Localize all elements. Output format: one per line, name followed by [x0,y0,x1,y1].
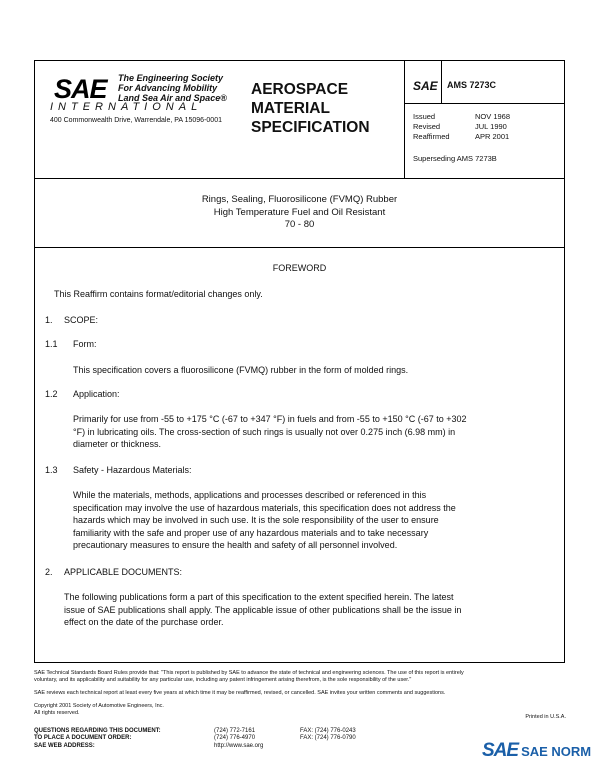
section-heading: Safety - Hazardous Materials: [73,465,192,475]
section-heading: SCOPE: [64,315,99,325]
contact-phone: (724) 772-7161 [214,728,256,734]
date-value: APR 2001 [475,132,510,141]
text-line: precautionary measures to ensure the health and safety of all personnel involved. [73,540,398,550]
contact-fax: FAX: (724) 776-0790 [300,735,356,742]
technical-board-notice [34,670,464,684]
section-text: This specification covers a fluorosilicone (FVMQ) rubber in the form of molded rings. [73,365,409,375]
foreword-text: This Reaffirm contains format/editorial changes only. [54,289,263,299]
contact-row [34,728,356,735]
section-heading: Form: [73,339,97,349]
text-line: °F) in lubricating oils. The cross-section of such rings is usually not over 0.275 inch (6.98 mm) in [73,426,456,437]
superseding-note: Superseding AMS 7273B [413,154,497,163]
revision-dates [413,112,510,142]
review-notice: SAE reviews each technical report at least every five years at which time it may be reaffirmed, revised, or cancelled. SAE invites your written comments and suggestions. [34,690,446,696]
section-heading: APPLICABLE DOCUMENTS: [64,567,183,577]
section-number: 1. [45,315,53,325]
spec-number-divider [441,60,442,103]
tagline-line: The Engineering Society [118,73,224,83]
text-line: effect on the date of the purchase order. [64,617,224,627]
section-text [73,489,456,552]
contact-label: SAE WEB ADDRESS: [34,742,95,749]
section-heading: Application: [73,389,120,399]
text-line: While the materials, methods, applications and processes described or referenced in this [73,490,427,500]
title-line: Rings, Sealing, Fluorosilicone (FVMQ) Rubber [201,194,398,205]
tagline-line: For Advancing Mobility [118,83,218,93]
sae-logo: SAE [54,74,107,104]
sae-norm-watermark [482,740,591,762]
notice-line: SAE Technical Standards Board Rules provide that: "This report is published by SAE to advance the state of technical and engineering sciences. The use of this report is entirely [34,670,464,676]
date-value: JUL 1990 [475,122,507,131]
rights-reserved: All rights reserved. [34,710,80,716]
contact-fax: FAX: (724) 776-0243 [300,728,356,734]
doc-type-line: AEROSPACE [251,81,349,98]
text-line: familiarity with the safe and proper use of any hazardous materials and to take necessary [73,527,429,538]
contact-label: TO PLACE A DOCUMENT ORDER: [34,735,132,742]
spec-number-underline [404,103,565,104]
watermark-text: SAE NORM [521,744,592,759]
contact-block [34,728,356,750]
society-tagline [118,73,227,103]
notice-line: voluntary, and its applicability and suitability for any particular use, including any patent infringement arising therefrom, is the sole responsibility of the user." [34,677,412,683]
title-line: High Temperature Fuel and Oil Resistant [213,206,386,218]
spec-number: AMS 7273C [447,80,497,90]
date-row [413,122,510,132]
section-number: 1.3 [45,465,58,475]
header-divider [34,178,565,179]
printed-in: Printed in U.S.A. [525,714,566,720]
document-title [34,194,565,232]
date-label: Reaffirmed [413,132,450,141]
header-vertical-divider [404,60,405,178]
date-label: Issued [413,112,436,121]
contact-row [34,735,356,742]
text-line: hazards which may be involved in such use. It is the sole responsibility of the user to ensure [73,515,439,525]
text-line: issue of SAE publications shall apply. The applicable issue of other publications shall be the issue in [64,604,462,615]
sae-mark: SAE [413,79,438,93]
text-line: diameter or thickness. [73,439,162,449]
doc-type-line: SPECIFICATION [251,119,370,136]
watermark-logo: SAE [482,740,519,761]
web-address[interactable]: http://www.sae.org [214,742,264,749]
contact-label: QUESTIONS REGARDING THIS DOCUMENT: [34,728,161,734]
text-line: Primarily for use from -55 to +175 °C (-67 to +347 °F) in fuels and from -55 to +150 °C (-67 to +302 [73,414,467,424]
text-line: specification may involve the use of hazardous materials, this specification does not address the [73,502,456,513]
copyright: Copyright 2001 Society of Automotive Engineers, Inc. [34,703,164,709]
date-row [413,132,510,142]
date-value: NOV 1968 [475,112,511,121]
section-text [64,591,461,629]
date-label: Revised [413,122,441,131]
title-line: 70 - 80 [284,219,315,230]
text-line: The following publications form a part of this specification to the extent specified herein. The latest [64,592,454,602]
section-text [73,413,466,451]
section-number: 2. [45,567,53,577]
doc-type-line: MATERIAL [251,100,330,117]
date-row [413,112,510,122]
title-divider [34,247,565,248]
contact-phone: (724) 776-4970 [214,735,256,742]
document-type [251,80,370,137]
sae-address: 400 Commonwealth Drive, Warrendale, PA 15096-0001 [50,117,222,124]
section-number: 1.1 [45,339,58,349]
section-number: 1.2 [45,389,58,399]
foreword-heading: FOREWORD [272,263,327,273]
international-label: INTERNATIONAL [50,101,203,113]
contact-row [34,742,264,750]
tagline-line: Land Sea Air and Space® [118,93,227,103]
